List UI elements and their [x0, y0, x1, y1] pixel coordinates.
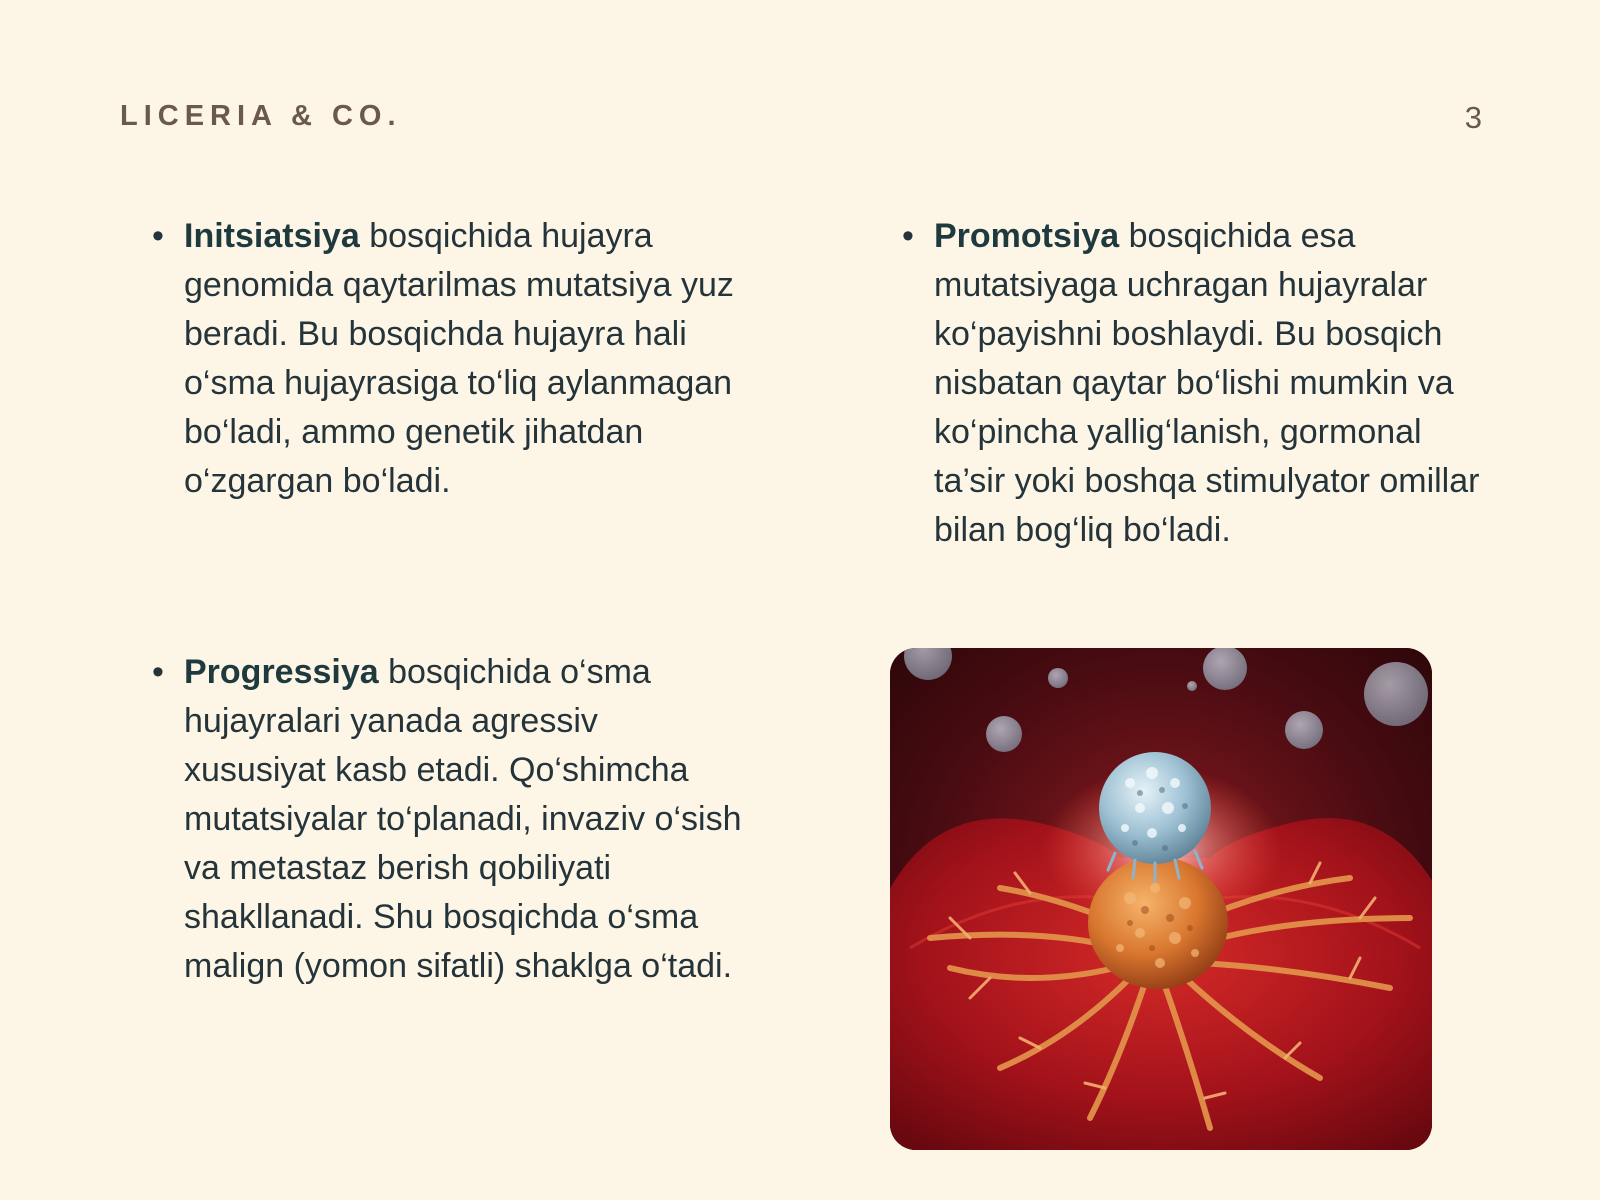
- cancer-cell-illustration: [890, 648, 1432, 1150]
- bullet-promotsiya: [902, 212, 1494, 555]
- bullet-marker: •: [902, 217, 914, 255]
- bullet-text: bosqichida esa mutatsiyaga uchragan hujayralar ko‘payishni boshlaydi. Bu bosqich nisbatan qaytar bo‘lishi mumkin va ko‘pincha yallig‘lanish, gormonal ta’sir yoki boshqa stimulyator omillar bilan bog‘liq bo‘ladi.: [934, 217, 1480, 549]
- bullet-term: Promotsiya: [934, 217, 1120, 255]
- bullet-term: Initsiatsiya: [184, 217, 360, 255]
- brand-name: LICERIA & CO.: [120, 100, 402, 132]
- bullet-text: bosqichida hujayra genomida qaytarilmas mutatsiya yuz beradi. Bu bosqichda hujayra hali o‘sma hujayrasiga to‘liq aylanmagan bo‘ladi, ammo genetik jihatdan o‘zgargan bo‘ladi.: [184, 217, 734, 500]
- bullet-marker: •: [152, 653, 164, 691]
- cell-illustration-svg: [890, 648, 1432, 1150]
- bullet-term: Progressiya: [184, 653, 379, 691]
- bullet-initsiatsiya: [152, 212, 754, 506]
- bullet-marker: •: [152, 217, 164, 255]
- page-number: 3: [1464, 100, 1482, 135]
- bullet-text: bosqichida o‘sma hujayralari yanada agressiv xususiyat kasb etadi. Qo‘shimcha mutatsiyalar to‘planadi, invaziv o‘sish va metastaz berish qobiliyati shakllanadi. Shu bosqichda o‘sma malign (yomon sifatli) shaklga o‘tadi.: [184, 653, 742, 985]
- bullet-progressiya: [152, 648, 744, 991]
